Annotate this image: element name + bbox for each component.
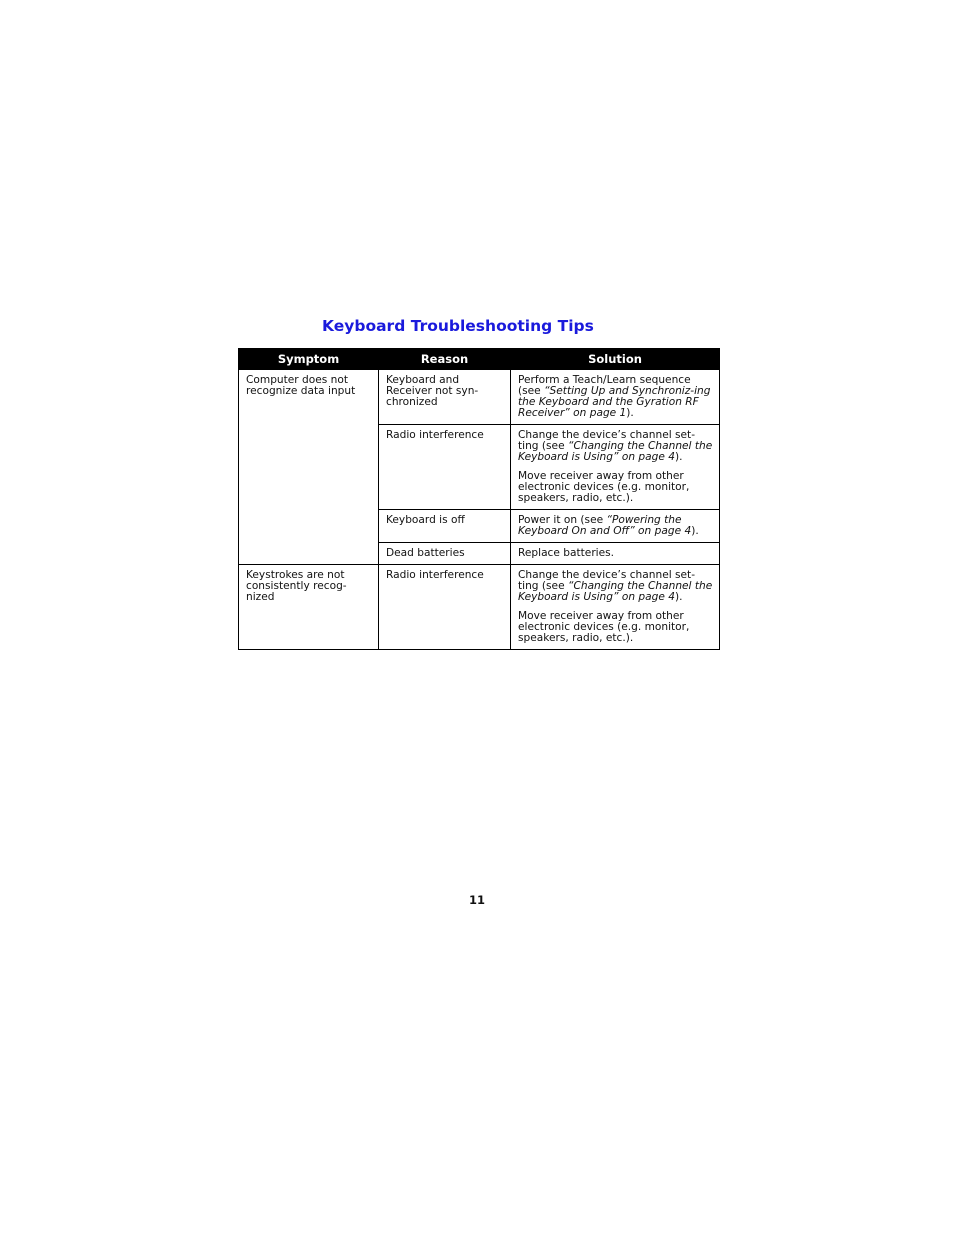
table-body [239, 370, 720, 650]
reason-cell: Keyboard and Receiver not syn-chronized [379, 370, 511, 425]
solution-text: Power it on (see [518, 514, 607, 526]
solution-text: ). [674, 591, 683, 603]
troubleshooting-table [238, 348, 720, 650]
table-row [239, 565, 720, 650]
solution-text: ). [674, 451, 683, 463]
cross-reference-text: “Changing the Channel the Keyboard is Using” on page 4 [518, 440, 713, 463]
cross-reference-text: “Changing the Channel the Keyboard is Using” on page 4 [518, 580, 713, 603]
symptom-cell: Keystrokes are not consistently recog-nized [239, 565, 379, 650]
solution-text: ). [626, 407, 634, 419]
solution-paragraph [518, 430, 713, 463]
cross-reference-text: “Setting Up and Synchroniz-ing the Keyboard and the Gyration RF Receiver” on page 1 [518, 385, 711, 419]
table-row [239, 370, 720, 425]
solution-text: Perform a Teach/Learn sequence (see [518, 374, 691, 397]
reason-cell: Radio interference [379, 425, 511, 510]
solution-text: Replace batteries. [518, 547, 615, 559]
page-title: Keyboard Troubleshooting Tips [322, 317, 594, 335]
reason-cell: Dead batteries [379, 543, 511, 565]
solution-paragraph [518, 570, 713, 603]
solution-text: Move receiver away from other electronic devices (e.g. monitor, speakers, radio, etc.). [518, 470, 690, 504]
solution-paragraph [518, 375, 713, 419]
symptom-cell: Computer does not recognize data input [239, 370, 379, 565]
cross-reference-text: “Powering the Keyboard On and Off” on page 4 [518, 514, 692, 537]
solution-text: ). [691, 525, 699, 537]
column-header-reason: Reason [379, 349, 511, 370]
reason-cell: Keyboard is off [379, 510, 511, 543]
solution-paragraph [518, 611, 713, 644]
table-header-row [239, 349, 720, 370]
reason-cell: Radio interference [379, 565, 511, 650]
solution-text: Move receiver away from other electronic devices (e.g. monitor, speakers, radio, etc.). [518, 610, 690, 644]
page-number: 11 [468, 893, 485, 907]
column-header-symptom: Symptom [239, 349, 379, 370]
solution-cell [511, 565, 720, 650]
solution-paragraph [518, 471, 713, 504]
solution-cell [511, 510, 720, 543]
solution-cell [511, 543, 720, 565]
solution-cell [511, 370, 720, 425]
solution-paragraph [518, 515, 713, 537]
solution-text: Change the device’s channel set-ting (see [518, 569, 696, 592]
solution-cell [511, 425, 720, 510]
solution-text: Change the device’s channel set-ting (see [518, 429, 696, 452]
solution-paragraph [518, 548, 713, 559]
column-header-solution: Solution [511, 349, 720, 370]
